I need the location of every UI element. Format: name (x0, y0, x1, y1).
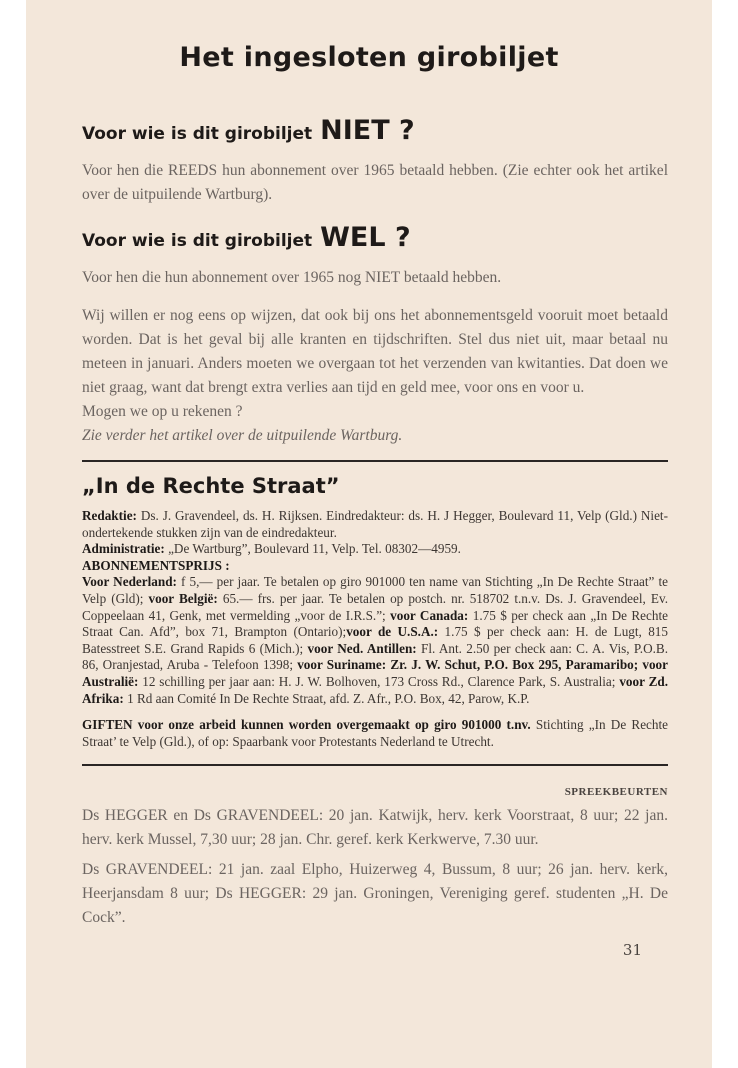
administratie-text (82, 541, 668, 558)
bold-run: voor Suriname: Zr. J. W. Schut, P.O. Box 295, Paramaribo; voor Australië: (82, 657, 668, 689)
text-run: 1 Rd aan Comité In De Rechte Straat, afd. Z. Afr., P.O. Box, 42, Parow, K.P. (123, 690, 530, 706)
colophon-title: „In de Rechte Straat” (82, 474, 340, 498)
text-run: 65.— frs. per jaar. Te betalen op postch. nr. 518702 t.n.v. Ds. J. Gravendeel, Ev. Coppeelaan 41, Genk, met vermelding „voor de I.R.S.”; (82, 590, 668, 623)
page-title: Het ingesloten girobiljet (179, 42, 559, 73)
spreekbeurten-2: Ds GRAVENDEEL: 21 jan. zaal Elpho, Huizerweg 4, Bussum, 8 uur; 26 jan. herv. kerk, Heerjansdam 8 uur; Ds HEGGER: 29 jan. Groningen, Vereniging geref. studenten „H. De Cock”. (82, 861, 668, 927)
payment-appeal: Wij willen er nog eens op wijzen, dat ook bij ons het abonnementsgeld vooruit moet betaald worden. Dat is het geval bij alle kranten en tijdschriften. Stel dus niet uit, maar betaal nu meteen in januari. Anders moeten we overgaan tot het verzenden van kwitanties. Dat doen we niet graag, want dat brengt extra verlies aan tijd en geld mee, voor ons en voor u. (82, 307, 668, 396)
bold-run: Voor Nederland: (82, 574, 177, 590)
text-run: Stichting „In De Rechte Straat’ te Velp (Gld.), of op: Spaarbank voor Protestants Nederland te Utrecht. (82, 717, 669, 749)
heading-emphasis: NIET ? (320, 115, 415, 146)
heading-text: Voor wie is dit girobiljet (82, 231, 313, 251)
text-run: „De Wartburg”, Boulevard 11, Velp. Tel. 08302—4959. (164, 541, 461, 557)
document-page (26, 0, 712, 1068)
bold-run: Redaktie: (82, 508, 137, 523)
text-run: Fl. Ant. 2.50 per check aan: C. A. Vis, P.O.B. 86, Oranjestad, Aruba - Telefoon 1398; (82, 640, 668, 673)
bold-run: voor België: (148, 590, 218, 606)
spreekbeurten-1: Ds HEGGER en Ds GRAVENDEEL: 20 jan. Katwijk, herv. kerk Voorstraat, 8 uur; 22 jan. herv. kerk Mussel, 7,30 uur; 28 jan. Chr. geref. kerk Kerkwerve, 7.30 uur. (82, 807, 668, 849)
text-run: 1.75 $ per check aan „In De Rechte Straat Can. Afd”, box 71, Brampton (Ontario); (82, 607, 668, 640)
text-run: 12 schilling per jaar aan: H. J. W. Bolhoven, 173 Cross Rd., Clarence Park, S. Australia; (138, 673, 620, 689)
heading-niet (82, 114, 668, 151)
question: Mogen we op u rekenen ? (82, 403, 243, 420)
text-run: Ds. J. Gravendeel, ds. H. Rijksen. Eindredakteur: ds. H. J Hegger, Boulevard 11, Velp (Gld.) Niet-ondertekende stukken zijn van de eindredakteur. (82, 508, 668, 540)
bold-run: GIFTEN voor onze arbeid kunnen worden overgemaakt op giro 901000 t.nv. (82, 717, 531, 733)
body-paragraph (82, 304, 668, 448)
heading-emphasis: WEL ? (320, 222, 411, 253)
niet-paragraph: Voor hen die REEDS hun abonnement over 1965 betaald hebben. (Zie echter ook het artikel over de uitpuilende Wartburg). (82, 162, 668, 203)
heading-wel (82, 221, 668, 258)
bold-run: voor Zd. Afrika: (82, 673, 668, 706)
redaktie-text (82, 508, 668, 541)
spreekbeurten-heading: SPREEKBEURTEN (564, 786, 668, 799)
wel-paragraph: Voor hen die hun abonnement over 1965 nog NIET betaald hebben. (82, 269, 502, 286)
bold-run: voor de U.S.A.: (346, 624, 439, 640)
prijs-heading: ABONNEMENTSPRIJS : (82, 557, 230, 573)
bold-run: Administratie: (82, 541, 165, 557)
colophon-block (82, 508, 668, 750)
heading-text: Voor wie is dit girobiljet (82, 124, 313, 144)
prijs-text (82, 574, 668, 707)
see-also-note: Zie verder het artikel over de uitpuilende Wartburg. (82, 427, 403, 444)
divider (82, 764, 668, 766)
bold-run: voor Ned. Antillen: (307, 640, 417, 656)
giften-text (82, 717, 668, 750)
page-number: 31 (622, 941, 642, 960)
text-run: f 5,— per jaar. Te betalen op giro 901000 ten name van Stichting „In De Rechte Straat” te Velp (Gld); (82, 574, 669, 606)
text-run: 1.75 $ per check aan: H. de Lugt, 815 Batesstreet S.E. Grand Rapids 6 (Mich.); (82, 624, 668, 656)
divider (82, 460, 668, 462)
bold-run: voor Canada: (390, 607, 469, 623)
